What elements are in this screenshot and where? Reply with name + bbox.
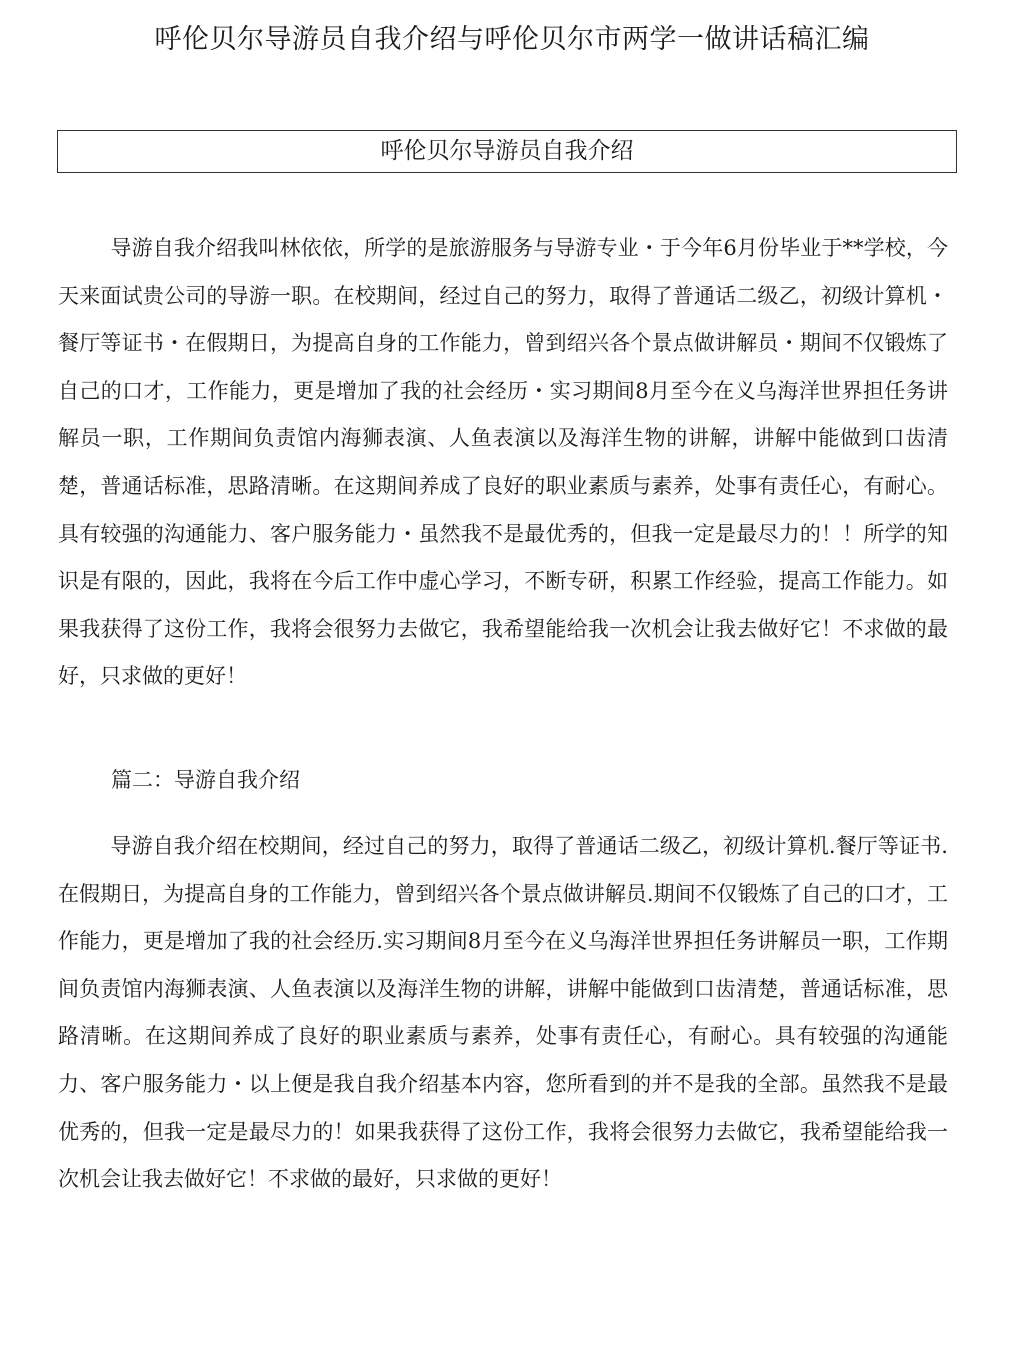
section-heading-2: 篇二：导游自我介绍 bbox=[111, 768, 300, 792]
paragraph-2: 导游自我介绍在校期间，经过自己的努力，取得了普通话二级乙，初级计算机.餐厅等证书.在假期日，为提高自身的工作能力，曾到绍兴各个景点做讲解员.期间不仅锻炼了自己的口才，工作能力，更是增加了我的社会经历.实习期间8月至今在义乌海洋世界担任务讲解员一职，工作期间负责馆内海狮表演、人鱼表演以及海洋生物的讲解，讲解中能做到口齿清楚，普通话标准，思路清晰。在这期间养成了良好的职业素质与素养，处事有责任心，有耐心。具有较强的沟通能力、客户服务能力・以上便是我自我介绍基本内容，您所看到的并不是我的全部。虽然我不是最优秀的，但我一定是最尽力的！如果我获得了这份工作，我将会很努力去做它，我希望能给我一次机会让我去做好它！不求做的最好，只求做的更好！ bbox=[58, 834, 948, 1192]
document-title: 呼伦贝尔导游员自我介绍与呼伦贝尔市两学一做讲话稿汇编 bbox=[154, 24, 870, 55]
paragraph-1: 导游自我介绍我叫林依依，所学的是旅游服务与导游专业・于今年6月份毕业于**学校，今天来面试贵公司的导游一职。在校期间，经过自己的努力，取得了普通话二级乙，初级计算机・餐厅等证书・在假期日，为提高自身的工作能力，曾到绍兴各个景点做讲解员・期间不仅锻炼了自己的口才，工作能力，更是增加了我的社会经历・实习期间8月至今在义乌海洋世界担任务讲解员一职，工作期间负责馆内海狮表演、人鱼表演以及海洋生物的讲解，讲解中能做到口齿清楚，普通话标准，思路清晰。在这期间养成了良好的职业素质与素养，处事有责任心，有耐心。具有较强的沟通能力、客户服务能力・虽然我不是最优秀的，但我一定是最尽力的！！所学的知识是有限的，因此，我将在今后工作中虚心学习，不断专研，积累工作经验，提高工作能力。如果我获得了这份工作，我将会很努力去做它，我希望能给我一次机会让我去做好它！不求做的最好，只求做的更好！ bbox=[58, 236, 948, 689]
section-title-box: 呼伦贝尔导游员自我介绍 bbox=[57, 130, 957, 173]
